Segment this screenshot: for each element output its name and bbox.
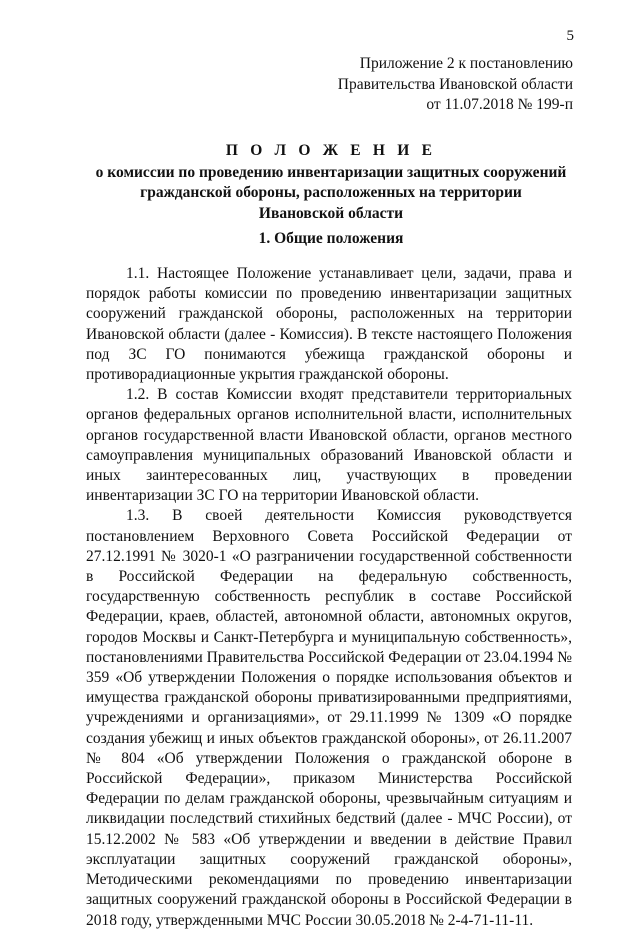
paragraph-1-1: 1.1. Настоящее Положение устанавливает цели, задачи, права и порядок работы комиссии по проведению инвентаризации защитных сооружений гражданской обороны, расположенных на территории Ивановской области (далее - Комиссия). В тексте настоящего Положения под ЗС ГО понимаются убежища гражданской обороны и противорадиационные укрытия гражданской обороны. bbox=[86, 265, 572, 384]
appendix-line: от 11.07.2018 № 199-п bbox=[426, 96, 573, 113]
appendix-line: Приложение 2 к постановлению bbox=[359, 55, 573, 72]
appendix-header bbox=[338, 54, 573, 116]
section-heading: 1. Общие положения bbox=[258, 230, 404, 247]
document-title bbox=[86, 141, 576, 224]
appendix-line: Правительства Ивановской области bbox=[337, 75, 573, 93]
title-subtitle-line: о комиссии по проведению инвентаризации защитных сооружений bbox=[95, 163, 567, 181]
document-body bbox=[86, 264, 572, 931]
page-number: 5 bbox=[566, 28, 574, 44]
paragraph-1-3: 1.3. В своей деятельности Комиссия руководствуется постановлением Верховного Совета Российской Федерации от 27.12.1991 № 3020-1 «О разграничении государственной собственности в Российской Федерации на федеральную собственность, государственную собственность республик в составе Российской Федерации, краев, областей, автономной области, автономных округов, городов Москвы и Санкт-Петербурга и муниципальную собственность», постановлениями Правительства Российской Федерации от 23.04.1994 № 359 «Об утверждении Положения о порядке использования объектов и имущества гражданской обороны приватизированными предприятиями, учреждениями и организациями», от 29.11.1999 № 1309 «О порядке создания убежищ и иных объектов гражданской обороны», от 26.11.2007 № 804 «Об утверждении Положения о гражданской обороне в Российской Федерации», приказом Министерства Российской Федерации по делам гражданской обороны, чрезвычайным ситуациям и ликвидации последствий стихийных бедствий (далее - МЧС России), от 15.12.2002 № 583 «Об утверждении и введении в действие Правил эксплуатации защитных сооружений гражданской обороны», Методическими рекомендациями по проведению инвентаризации защитных сооружений гражданской обороны в Российской Федерации в 2018 году, утвержденными МЧС России 30.05.2018 № 2-4-71-11-11. bbox=[86, 507, 572, 929]
title-main: П О Л О Ж Е Н И Е bbox=[225, 142, 437, 159]
title-subtitle-line: Ивановской области bbox=[258, 204, 404, 222]
title-subtitle-line: гражданской обороны, расположенных на территории bbox=[140, 184, 522, 201]
paragraph-1-2: 1.2. В состав Комиссии входят представители территориальных органов федеральных органов исполнительной власти, исполнительных органов государственной власти Ивановской области, органов местного самоуправления муниципальных образований Ивановской области и иных заинтересованных лиц, участвующих в проведении инвентаризации ЗС ГО на территории Ивановской области. bbox=[86, 386, 572, 505]
